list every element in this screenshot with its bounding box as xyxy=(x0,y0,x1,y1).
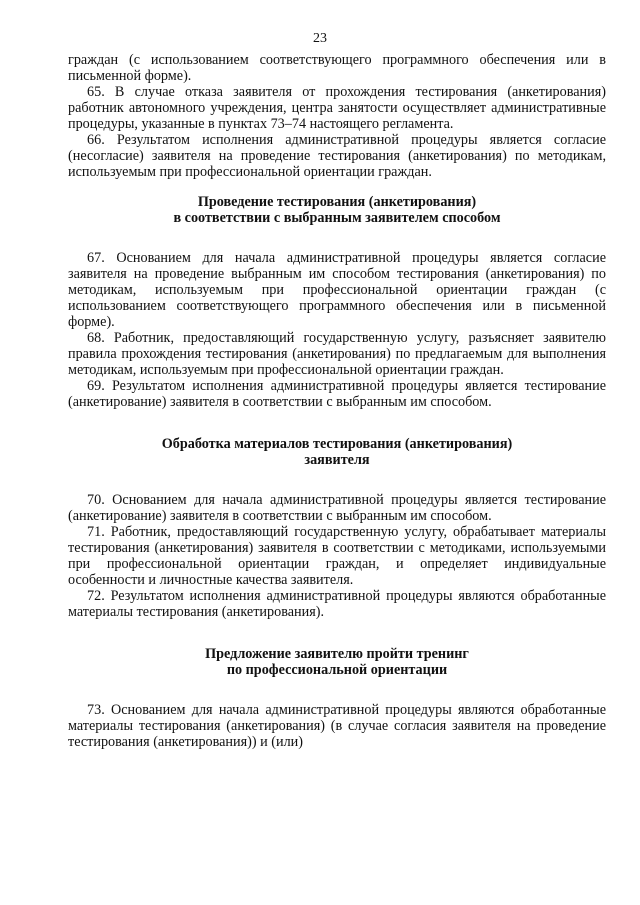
paragraph-69: 69. Результатом исполнения административной процедуры является тестирование (анкетирование) заявителя в соответствии с выбранным им способом. xyxy=(68,378,606,410)
page-number: 23 xyxy=(313,31,327,46)
heading-line: Предложение заявителю пройти тренинг xyxy=(205,646,469,662)
paragraph-70: 70. Основанием для начала административной процедуры является тестирование (анкетирование) заявителя в соответствии с выбранным им способом. xyxy=(68,492,606,524)
heading-line: Обработка материалов тестирования (анкетирования) xyxy=(161,436,513,452)
section-heading-training xyxy=(68,646,606,678)
paragraph-72: 72. Результатом исполнения административной процедуры являются обработанные материалы тестирования (анкетирования). xyxy=(68,588,606,620)
paragraph-73: 73. Основанием для начала административной процедуры являются обработанные материалы тестирования (анкетирования) (в случае согласия заявителя на проведение тестирования (анкетирования)) и (или) xyxy=(68,702,606,750)
paragraph-65: 65. В случае отказа заявителя от прохождения тестирования (анкетирования) работник автономного учреждения, центра занятости осуществляет административные процедуры, указанные в пунктах 73–74 настоящего регламента. xyxy=(68,84,606,132)
paragraph-67: 67. Основанием для начала административной процедуры является согласие заявителя на проведение выбранным им способом тестирования (анкетирования) по методикам, используемым при профессиональной ориентации граждан (с использованием соответствующего программного обеспечения или в письменной форме). xyxy=(68,250,606,330)
heading-line: Проведение тестирования (анкетирования) xyxy=(197,194,477,210)
heading-line: в соответствии с выбранным заявителем способом xyxy=(173,210,501,226)
paragraph-66: 66. Результатом исполнения административной процедуры является согласие (несогласие) заявителя на проведение тестирования (анкетирования) по методикам, используемым при профессиональной ориентации граждан. xyxy=(68,132,606,180)
paragraph-71: 71. Работник, предоставляющий государственную услугу, обрабатывает материалы тестирования (анкетирования) заявителя в соответствии с методиками, используемыми при профессиональной ориентации граждан, и определяет индивидуальные особенности и личностные качества заявителя. xyxy=(68,524,606,588)
paragraph-continued: граждан (с использованием соответствующего программного обеспечения или в письменной форме). xyxy=(68,52,606,84)
section-heading-processing xyxy=(68,436,606,468)
paragraph-68: 68. Работник, предоставляющий государственную услугу, разъясняет заявителю правила прохождения тестирования (анкетирования) по предлагаемым для выполнения методикам, используемым при профессиональной ориентации граждан. xyxy=(68,330,606,378)
document-body xyxy=(68,52,606,750)
heading-line: по профессиональной ориентации xyxy=(226,662,448,678)
heading-line: заявителя xyxy=(304,452,370,468)
section-heading-testing xyxy=(68,194,606,226)
